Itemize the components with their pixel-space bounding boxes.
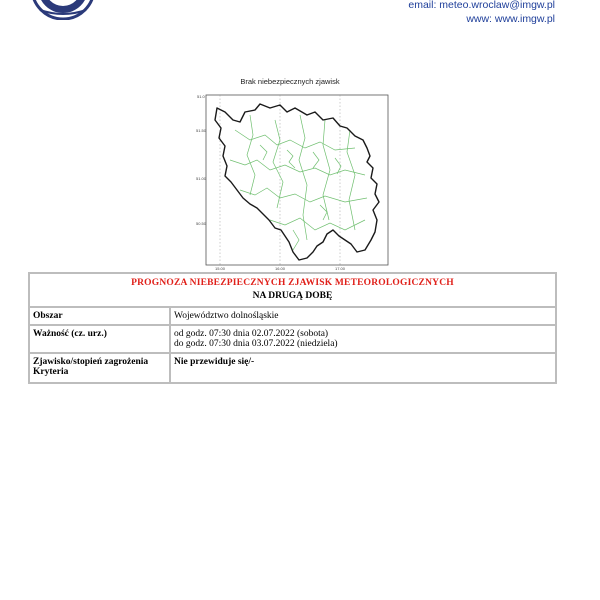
row-label-area: Obszar: [29, 307, 170, 325]
row-value-phenomenon: Nie przewiduje się/-: [170, 353, 556, 383]
map-ytick: 50.50: [196, 221, 207, 226]
map-xtick: 16.00: [275, 266, 286, 270]
row-value-area: Województwo dolnośląskie: [170, 307, 556, 325]
contact-www[interactable]: www: www.imgw.pl: [466, 13, 555, 25]
row-label-phenomenon: [29, 353, 170, 383]
table-title-line1: PROGNOZA NIEBEZPIECZNYCH ZJAWISK METEOROLOGICZNYCH: [131, 278, 454, 288]
phenomenon-label: Zjawisko/stopień zagrożenia: [33, 357, 149, 367]
table-title: [29, 273, 556, 307]
validity-to: do godz. 07:30 dnia 03.07.2022 (niedziela): [174, 339, 338, 349]
table-row: [29, 307, 556, 325]
map-xtick: 15.00: [215, 266, 226, 270]
table-header-row: [29, 273, 556, 307]
map-xtick: 17.00: [335, 266, 346, 270]
map-ytick: 51.50: [196, 128, 207, 133]
row-label-validity: Ważność (cz. urz.): [29, 325, 170, 353]
imgw-logo: [28, 0, 98, 20]
table-row: [29, 325, 556, 353]
contact-info: [408, 0, 555, 26]
validity-from: od godz. 07:30 dnia 02.07.2022 (sobota): [174, 329, 329, 339]
map-title: Brak niebezpiecznych zjawisk: [240, 77, 340, 86]
warning-map: [195, 90, 390, 270]
criteria-label: Kryteria: [33, 367, 69, 377]
map-ytick: 51.00: [196, 176, 207, 181]
row-value-validity: [170, 325, 556, 353]
table-row: [29, 353, 556, 383]
table-title-line2: NA DRUGĄ DOBĘ: [252, 291, 333, 301]
contact-email[interactable]: email: meteo.wroclaw@imgw.pl: [408, 0, 555, 11]
map-ytick: 51.0: [197, 94, 205, 99]
forecast-table: [28, 272, 557, 384]
